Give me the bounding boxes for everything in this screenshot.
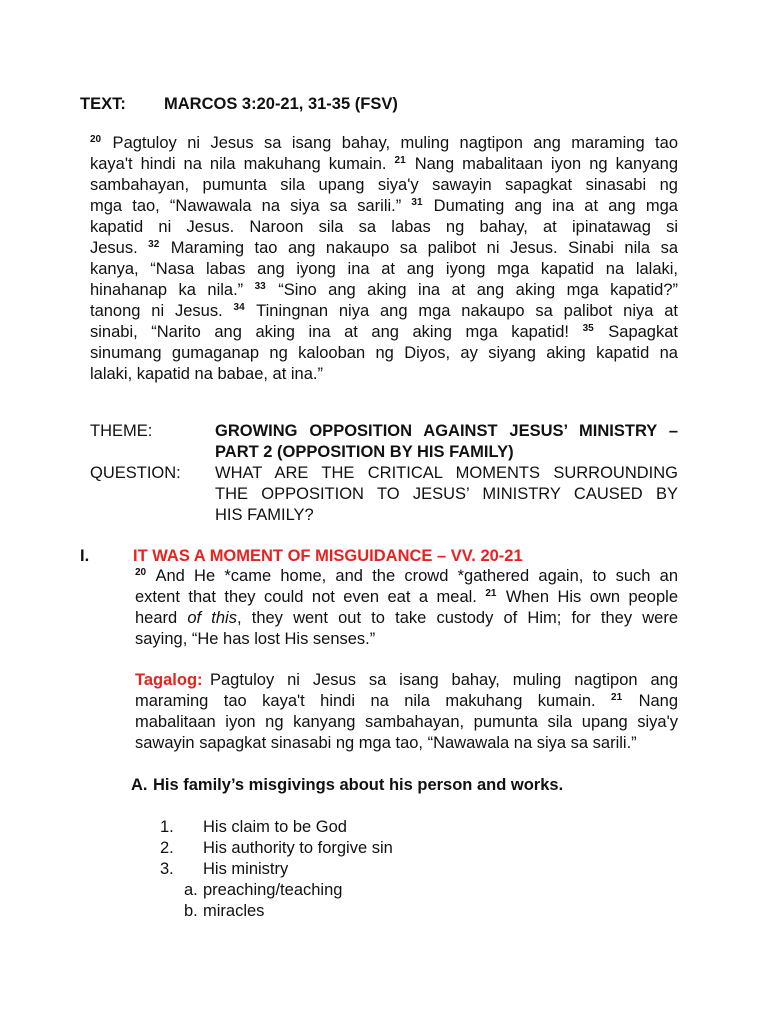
section-heading: IT WAS A MOMENT OF MISGUIDANCE – VV. 20-21 [133, 547, 523, 565]
text-line: lalaki, kapatid na babae, at ina.” [90, 365, 323, 383]
text-line: kapatid ni Jesus. Naroon sila sa labas ng bahay, at ipinatawag si [90, 218, 678, 236]
text-label: TEXT: [80, 95, 126, 113]
text-line: $^{20}$ Pagtuloy ni Jesus sa isang bahay, muling nagtipon ang maraming tao [90, 133, 678, 152]
sublist-item-letter: a. [184, 881, 198, 899]
sublist-item [184, 880, 342, 901]
list-item-number: 1. [160, 818, 174, 836]
section-numeral: I. [80, 547, 90, 565]
text-reference: MARCOS 3:20-21, 31-35 (FSV) [164, 95, 398, 113]
question-label: QUESTION: [90, 464, 181, 482]
tagalog-rest-lines [135, 691, 678, 754]
text-line: sawayin sapagkat sinasabi ng mga tao, “Nawawala na siya sa sarili.” [135, 734, 637, 752]
text-line: saying, “He has lost His senses.” [135, 630, 376, 648]
numbered-list-items [160, 817, 393, 880]
text-line: $^{20}$ And He *came home, and the crowd *gathered again, to such an [135, 566, 678, 585]
list-item [160, 838, 393, 859]
tagalog-first-line [135, 670, 678, 691]
subheading-letter: A. [131, 776, 148, 794]
list-item [160, 859, 393, 880]
list-item-text: His claim to be God [203, 818, 347, 836]
verse-number: 21 [394, 154, 406, 166]
text-line: tanong ni Jesus. $^{34}$ Tiningnan niya ang mga nakaupo sa palibot niya at [90, 301, 679, 320]
text-line: GROWING OPPOSITION AGAINST JESUS’ MINISTRY – [215, 422, 678, 440]
verse-number: 21 [611, 691, 623, 703]
list-item-number: 2. [160, 839, 174, 857]
verse-number: 32 [148, 238, 160, 250]
text-line: maraming tao kaya't hindi na nila makuhang kumain. $^{21}$ Nang [135, 691, 679, 710]
text-line: kanya, “Nasa labas ang iyong ina at ang iyong mga kapatid na lalaki, [90, 260, 678, 278]
numbered-list [160, 817, 393, 880]
text-line: hinahanap ka nila.” $^{33}$ “Sino ang aking ina at ang aking mga kapatid?” [90, 280, 679, 299]
tagalog-passage [135, 670, 678, 754]
verse-number: 35 [582, 322, 594, 334]
text-line: PART 2 (OPPOSITION BY HIS FAMILY) [215, 443, 514, 461]
english-passage [135, 566, 678, 650]
verse-number: 21 [485, 587, 497, 599]
verse-number: 20 [135, 566, 147, 578]
tagalog-label: Tagalog: [135, 671, 203, 689]
subheading-text: His family’s misgivings about his person and works. [153, 776, 564, 794]
text-line: mga tao, “Nawawala na siya sa sarili.” $^{31}$ Dumating ang ina at ang mga [90, 196, 678, 215]
text-line: WHAT ARE THE CRITICAL MOMENTS SURROUNDING [215, 464, 678, 482]
verse-number: 31 [411, 196, 423, 208]
text-line: sinumang gumaganap ng kalooban ng Diyos, ay siyang aking kapatid na [90, 344, 678, 362]
question-text [215, 463, 678, 526]
sublist-item-text: miracles [203, 902, 265, 920]
lettered-sublist [184, 880, 342, 922]
list-item-text: His authority to forgive sin [203, 839, 393, 857]
text-line: heard of this, they went out to take custody of Him; for they were [135, 609, 678, 627]
text-line: Pagtuloy ni Jesus sa isang bahay, muling nagtipon ang [210, 671, 678, 689]
list-item-number: 3. [160, 860, 174, 878]
text-line: sinabi, “Narito ang aking ina at ang aking mga kapatid! $^{35}$ Sapagkat [90, 322, 678, 341]
passage-paragraph [90, 133, 678, 385]
list-item [160, 817, 393, 838]
text-line: HIS FAMILY? [215, 506, 314, 524]
text-line: mabalitaan iyon ng kanyang sambahayan, pumunta sila upang siya'y [135, 713, 678, 731]
verse-number: 33 [254, 280, 266, 292]
text-line: kaya't hindi na nila makuhang kumain. $^{21}$ Nang mabalitaan iyon ng kanyang [90, 154, 678, 173]
list-item-text: His ministry [203, 860, 289, 878]
text-line: Jesus. $^{32}$ Maraming tao ang nakaupo sa palibot ni Jesus. Sinabi nila sa [90, 238, 678, 257]
verse-number: 34 [233, 301, 245, 313]
text-line: sambahayan, pumunta sila upang siya'y sawayin sapagkat sinasabi ng [90, 176, 678, 194]
text-line: extent that they could not even eat a meal. $^{21}$ When His own people [135, 587, 678, 606]
theme-label: THEME: [90, 422, 153, 440]
lettered-sublist-items [184, 880, 342, 922]
sublist-item-text: preaching/teaching [203, 881, 343, 899]
theme-text [215, 421, 678, 463]
text-line: THE OPPOSITION TO JESUS’ MINISTRY CAUSED BY [215, 485, 678, 503]
sublist-item-letter: b. [184, 902, 198, 920]
italic-text: of this [187, 609, 237, 627]
verse-number: 20 [90, 133, 102, 145]
sublist-item [184, 901, 342, 922]
